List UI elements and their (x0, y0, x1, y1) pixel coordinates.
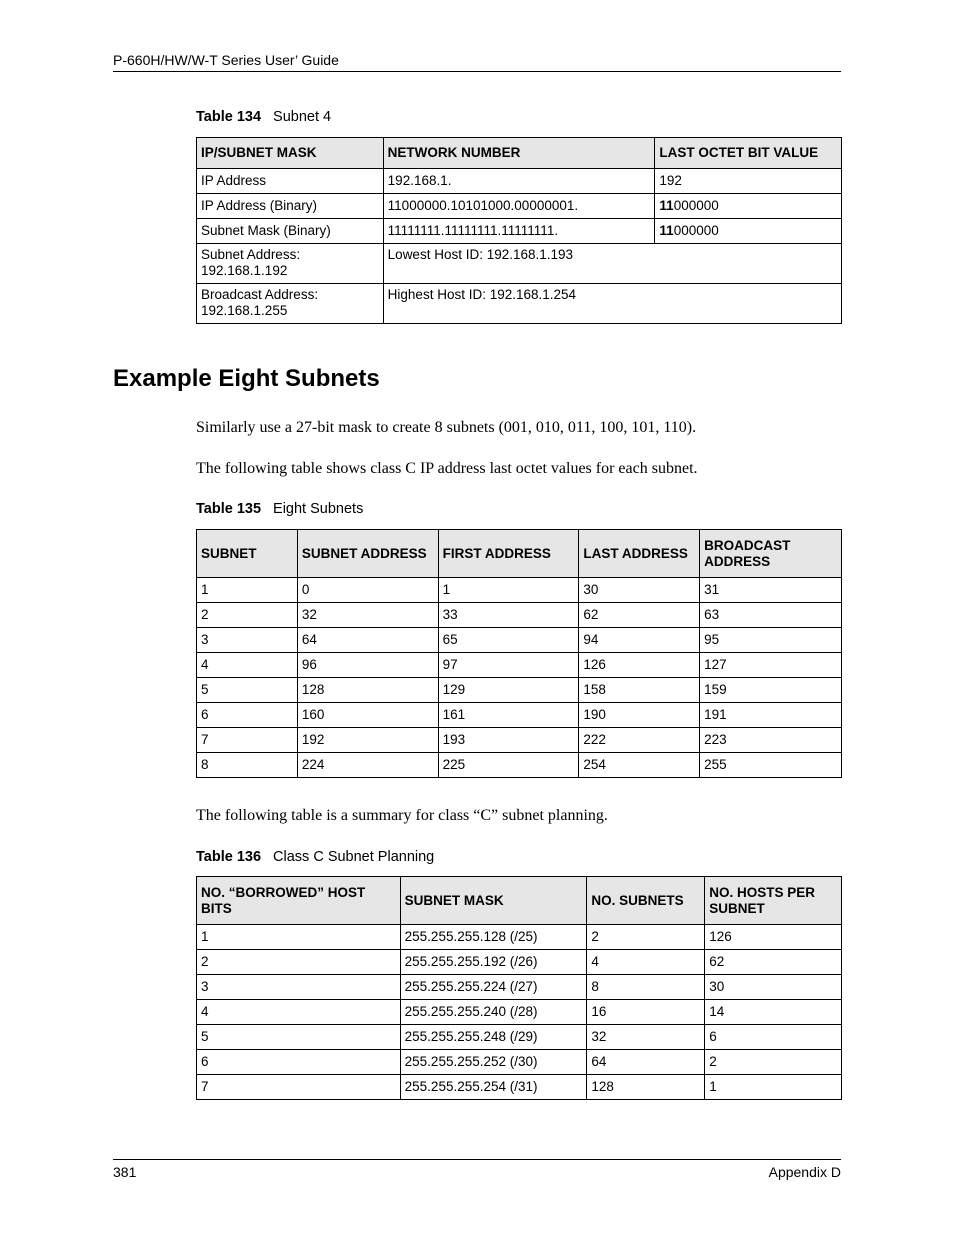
table-cell: 8 (587, 975, 705, 1000)
table-135-title: Eight Subnets (273, 501, 364, 517)
table-cell: 126 (705, 925, 842, 950)
guide-title: P-660H/HW/W-T Series User’ Guide (113, 52, 339, 68)
table-cell: 1 (438, 578, 579, 603)
table-header-cell: SUBNET (197, 530, 298, 578)
table-cell: 64 (297, 628, 438, 653)
table-row (197, 653, 842, 678)
table-cell: 158 (579, 678, 700, 703)
table-cell: 32 (297, 603, 438, 628)
table-cell: 32 (587, 1025, 705, 1050)
broadcast-address-value: 192.168.1.255 (201, 303, 288, 318)
table-row (197, 703, 842, 728)
table-cell: 64 (587, 1050, 705, 1075)
table-cell: 30 (579, 578, 700, 603)
table-cell: 3 (197, 628, 298, 653)
table-header-cell: BROADCAST ADDRESS (700, 530, 842, 578)
table-cell: 192.168.1. (383, 169, 655, 194)
table-cell: 2 (587, 925, 705, 950)
subnet-address-value: 192.168.1.192 (201, 263, 288, 278)
table-cell: 3 (197, 975, 401, 1000)
table-header-cell: SUBNET MASK (400, 877, 587, 925)
table-cell: 190 (579, 703, 700, 728)
table-134-title: Subnet 4 (273, 109, 332, 125)
table-cell: 2 (197, 950, 401, 975)
table-cell: 65 (438, 628, 579, 653)
table-cell: 192 (655, 169, 842, 194)
table-cell: 6 (705, 1025, 842, 1050)
table-136-caption (196, 848, 434, 866)
section-heading: Example Eight Subnets (113, 365, 380, 392)
table-cell: 62 (579, 603, 700, 628)
table-row (197, 219, 842, 244)
table-cell: 255.255.255.254 (/31) (400, 1075, 587, 1100)
table-cell: 11000000.10101000.00000001. (383, 194, 655, 219)
table-cell: 127 (700, 653, 842, 678)
table-cell: 2 (705, 1050, 842, 1075)
table-cell: 225 (438, 753, 579, 778)
table-row (197, 169, 842, 194)
table-cell: 255 (700, 753, 842, 778)
table-136-number: Table 136 (196, 849, 262, 865)
table-136 (196, 876, 842, 1100)
table-cell: 222 (579, 728, 700, 753)
table-cell: 11111111.11111111.11111111. (383, 219, 655, 244)
table-136-title: Class C Subnet Planning (273, 849, 435, 865)
table-cell: IP Address (Binary) (197, 194, 384, 219)
table-row (197, 603, 842, 628)
table-cell: 14 (705, 1000, 842, 1025)
table-cell: 159 (700, 678, 842, 703)
table-cell (197, 284, 384, 324)
table-cell: 129 (438, 678, 579, 703)
table-header-cell: FIRST ADDRESS (438, 530, 579, 578)
table-header-cell: NO. HOSTS PER SUBNET (705, 877, 842, 925)
table-cell: 161 (438, 703, 579, 728)
table-cell: 7 (197, 1075, 401, 1100)
table-135-caption (196, 500, 363, 518)
broadcast-address-label: Broadcast Address: (201, 287, 319, 302)
table-cell: 223 (700, 728, 842, 753)
table-cell: 94 (579, 628, 700, 653)
table-cell: 5 (197, 678, 298, 703)
table-cell: 255.255.255.224 (/27) (400, 975, 587, 1000)
table-row (197, 728, 842, 753)
table-134 (196, 137, 842, 324)
table-cell: 128 (297, 678, 438, 703)
table-cell: 6 (197, 703, 298, 728)
table-cell: 1 (705, 1075, 842, 1100)
table-row (197, 753, 842, 778)
bit-value-rest: 000000 (673, 223, 719, 238)
table-cell: 254 (579, 753, 700, 778)
table-cell: 255.255.255.252 (/30) (400, 1050, 587, 1075)
table-cell (197, 244, 384, 284)
section-name: Appendix D (768, 1164, 841, 1180)
table-cell: 4 (197, 1000, 401, 1025)
table-134-number: Table 134 (196, 109, 262, 125)
paragraph: The following table shows class C IP address last octet values for each subnet. (196, 460, 698, 477)
table-cell: 126 (579, 653, 700, 678)
table-cell: Subnet Mask (Binary) (197, 219, 384, 244)
table-cell: 30 (705, 975, 842, 1000)
page-footer (113, 1159, 841, 1180)
bit-value-bold: 11 (659, 198, 674, 213)
table-cell: 1 (197, 925, 401, 950)
table-row (197, 1000, 842, 1025)
table-row (197, 244, 842, 284)
table-row (197, 194, 842, 219)
table-header-cell: SUBNET ADDRESS (297, 530, 438, 578)
table-header-cell: LAST ADDRESS (579, 530, 700, 578)
table-cell: 6 (197, 1050, 401, 1075)
table-cell: 63 (700, 603, 842, 628)
table-row (197, 578, 842, 603)
bit-value-rest: 000000 (673, 198, 719, 213)
table-cell: 1 (197, 578, 298, 603)
table-cell: 128 (587, 1075, 705, 1100)
table-cell (655, 219, 842, 244)
table-row (197, 1075, 842, 1100)
table-header-cell: NO. SUBNETS (587, 877, 705, 925)
table-header-cell: IP/SUBNET MASK (197, 138, 384, 169)
table-cell: Lowest Host ID: 192.168.1.193 (383, 244, 841, 284)
table-row (197, 678, 842, 703)
table-row (197, 284, 842, 324)
table-cell: IP Address (197, 169, 384, 194)
table-cell: 95 (700, 628, 842, 653)
table-cell: 16 (587, 1000, 705, 1025)
page-header (113, 51, 841, 72)
table-cell (655, 194, 842, 219)
table-134-caption (196, 108, 331, 126)
paragraph: The following table is a summary for class “C” subnet planning. (196, 807, 608, 824)
table-cell: 255.255.255.240 (/28) (400, 1000, 587, 1025)
table-cell: 0 (297, 578, 438, 603)
bit-value-bold: 11 (659, 223, 674, 238)
table-cell: 62 (705, 950, 842, 975)
table-header-cell: LAST OCTET BIT VALUE (655, 138, 842, 169)
table-cell: 4 (587, 950, 705, 975)
table-row (197, 950, 842, 975)
table-cell: 8 (197, 753, 298, 778)
table-cell: 255.255.255.128 (/25) (400, 925, 587, 950)
table-cell: 5 (197, 1025, 401, 1050)
paragraph: Similarly use a 27-bit mask to create 8 subnets (001, 010, 011, 100, 101, 110). (196, 419, 697, 436)
table-row (197, 628, 842, 653)
table-cell: 4 (197, 653, 298, 678)
table-row (197, 975, 842, 1000)
table-cell: 33 (438, 603, 579, 628)
table-header-cell: NO. “BORROWED” HOST BITS (197, 877, 401, 925)
table-header-cell: NETWORK NUMBER (383, 138, 655, 169)
table-cell: 97 (438, 653, 579, 678)
table-cell: 7 (197, 728, 298, 753)
table-cell: 193 (438, 728, 579, 753)
table-cell: 224 (297, 753, 438, 778)
table-135-number: Table 135 (196, 501, 262, 517)
subnet-address-label: Subnet Address: (201, 247, 301, 262)
table-135 (196, 529, 842, 778)
table-row (197, 925, 842, 950)
table-row (197, 1050, 842, 1075)
table-cell: 255.255.255.192 (/26) (400, 950, 587, 975)
table-cell: 255.255.255.248 (/29) (400, 1025, 587, 1050)
table-cell: 160 (297, 703, 438, 728)
table-cell: 192 (297, 728, 438, 753)
table-cell: 191 (700, 703, 842, 728)
page-number: 381 (113, 1164, 137, 1180)
table-cell: 96 (297, 653, 438, 678)
table-cell: Highest Host ID: 192.168.1.254 (383, 284, 841, 324)
table-cell: 2 (197, 603, 298, 628)
table-cell: 31 (700, 578, 842, 603)
table-row (197, 1025, 842, 1050)
